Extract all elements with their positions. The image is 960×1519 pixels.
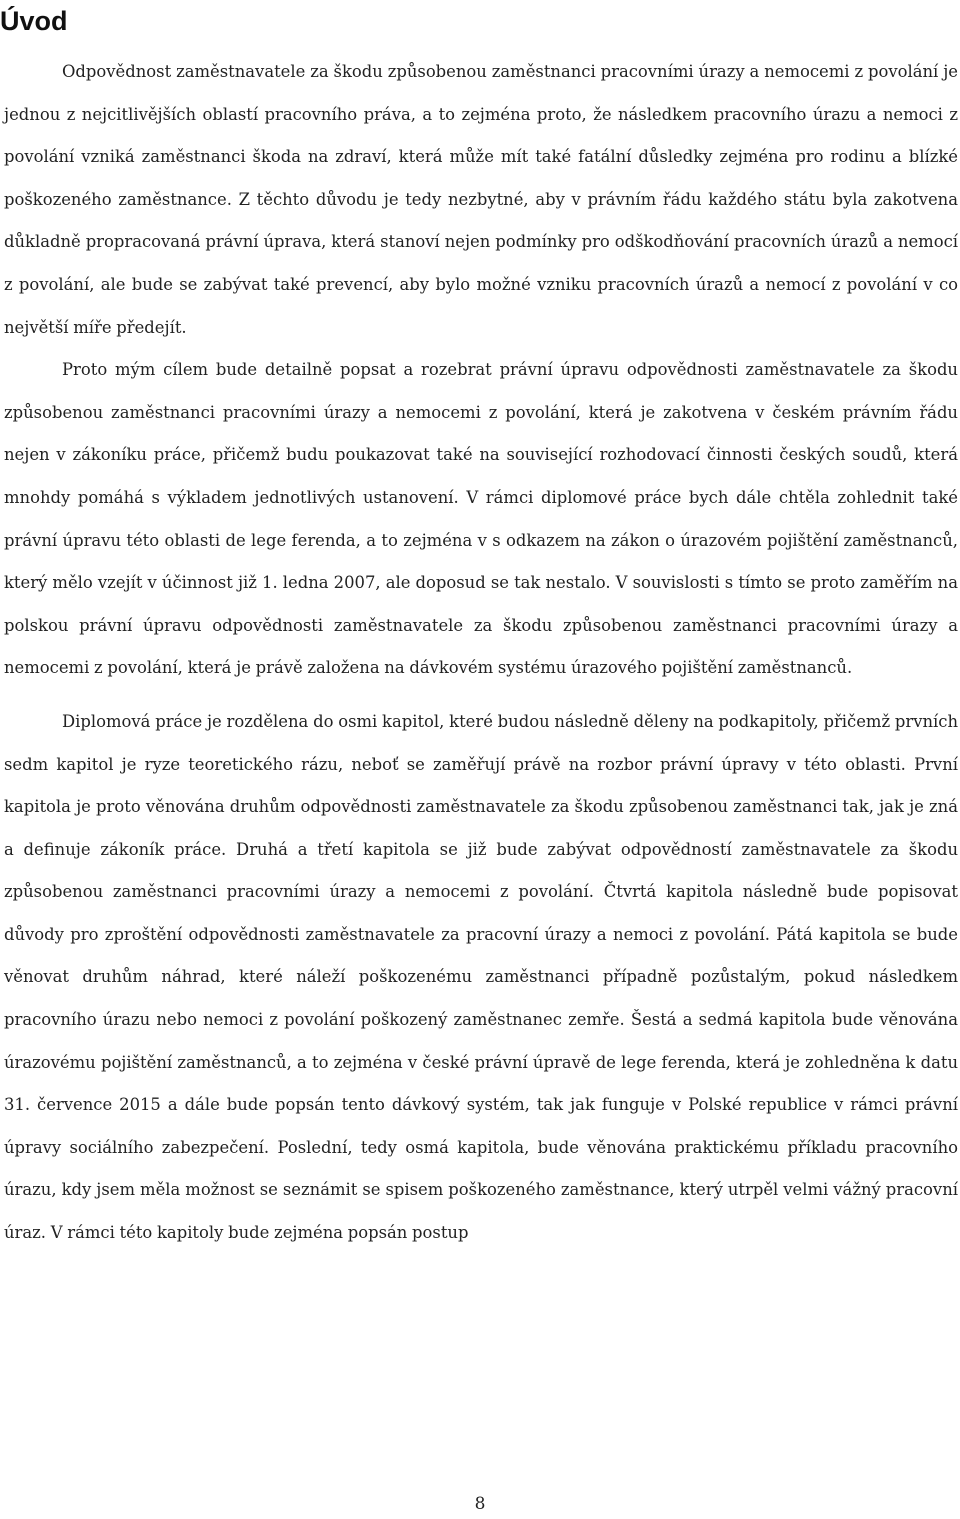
page-number: 8 bbox=[474, 1494, 486, 1514]
paragraph-introduction: Odpovědnost zaměstnavatele za škodu způsobenou zaměstnanci pracovními úrazy a nemocemi z povolání je jednou z nejcitlivějších oblastí pracovního práva, a to zejména proto, že následkem pracovního úrazu a nemoci z povolání vzniká zaměstnanci škoda na zdraví, která může mít také fatální důsledky zejména pro rodinu a blízké poškozeného zaměstnance. Z těchto důvodu je tedy nezbytné, aby v právním řádu každého státu byla zakotvena důkladně propracovaná právní úprava, která stanoví nejen podmínky pro odškodňování pracovních úrazů a nemocí z povolání, ale bude se zabývat také prevencí, aby bylo možné vzniku pracovních úrazů a nemocí z povolání v co největší míře předejít. bbox=[4, 62, 958, 337]
section-heading: Úvod bbox=[0, 6, 68, 36]
paragraph-structure: Diplomová práce je rozdělena do osmi kapitol, které budou následně děleny na podkapitoly, přičemž prvních sedm kapitol je ryze teoretického rázu, neboť se zaměřují právě na rozbor právní úpravy v této oblasti. První kapitola je proto věnována druhům odpovědnosti zaměstnavatele za škodu způsobenou zaměstnanci tak, jak je zná a definuje zákoník práce. Druhá a třetí kapitola se již bude zabývat odpovědností zaměstnavatele za škodu způsobenou zaměstnanci pracovními úrazy a nemocemi z povolání. Čtvrtá kapitola následně bude popisovat důvody pro zproštění odpovědnosti zaměstnavatele za pracovní úrazy a nemoci z povolání. Pátá kapitola se bude věnovat druhům náhrad, které náleží poškozenému zaměstnanci případně pozůstalým, pokud následkem pracovního úrazu nebo nemoci z povolání poškozený zaměstnanec zemře. Šestá a sedmá kapitola bude věnována úrazovému pojištění zaměstnanců, a to zejména v české právní úpravě de lege ferenda, která je zohledněna k datu 31. července 2015 a dále bude popsán tento dávkový systém, tak jak funguje v Polské republice v rámci právní úpravy sociálního zabezpečení. Poslední, tedy osmá kapitola, bude věnována praktickému příkladu pracovního úrazu, kdy jsem měla možnost se seznámit se spisem poškozeného zaměstnance, který utrpěl velmi vážný pracovní úraz. V rámci této kapitoly bude zejména popsán postup bbox=[4, 711, 958, 1243]
paragraph-aims: Proto mým cílem bude detailně popsat a rozebrat právní úpravu odpovědnosti zaměstnavatele za škodu způsobenou zaměstnanci pracovními úrazy a nemocemi z povolání, která je zakotvena v českém právním řádu nejen v zákoníku práce, přičemž budu poukazovat také na související rozhodovací činnosti českých soudů, která mnohdy pomáhá s výkladem jednotlivých ustanovení. V rámci diplomové práce bych dále chtěla zohlednit také právní úpravu této oblasti de lege ferenda, a to zejména v s odkazem na zákon o úrazovém pojištění zaměstnanců, který mělo vzejít v účinnost již 1. ledna 2007, ale doposud se tak nestalo. V souvislosti s tímto se proto zaměřím na polskou právní úpravu odpovědnosti zaměstnavatele za škodu způsobenou zaměstnanci pracovními úrazy a nemocemi z povolání, která je právě založena na dávkovém systému úrazového pojištění zaměstnanců. bbox=[4, 360, 958, 678]
